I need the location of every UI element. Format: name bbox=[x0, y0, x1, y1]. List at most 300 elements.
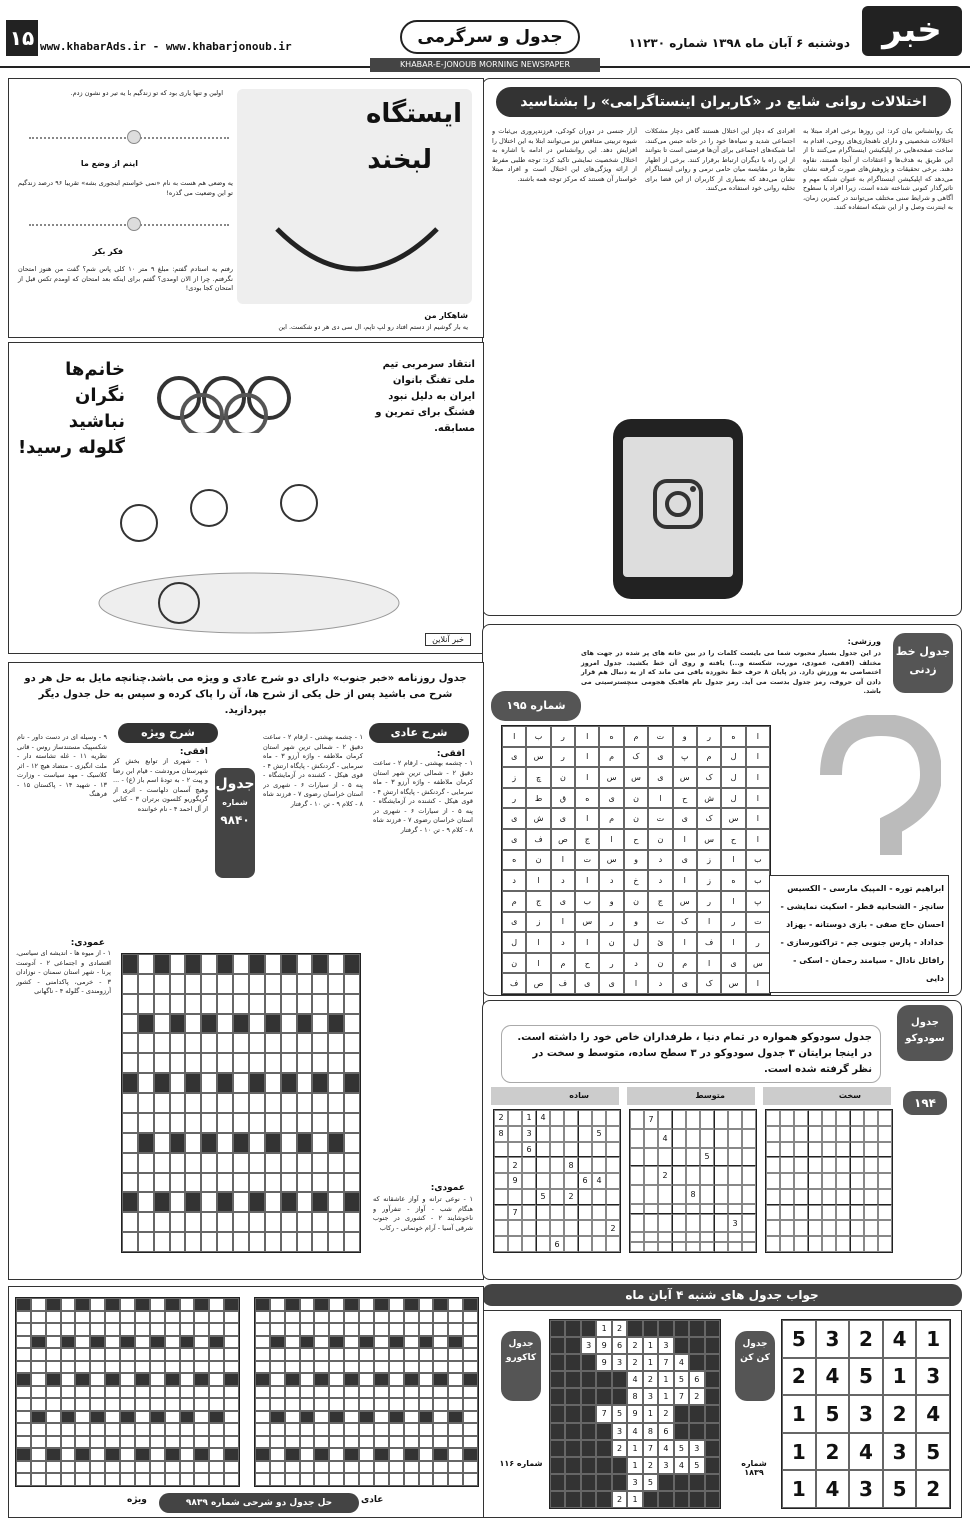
answer-cell[interactable] bbox=[16, 1373, 31, 1386]
answer-cell[interactable] bbox=[300, 1436, 315, 1449]
word-search-cell[interactable]: د bbox=[599, 870, 623, 891]
sudoku-cell[interactable] bbox=[728, 1204, 742, 1214]
answer-cell[interactable] bbox=[404, 1461, 419, 1474]
answer-cell[interactable] bbox=[359, 1348, 374, 1361]
answer-cell[interactable] bbox=[165, 1348, 180, 1361]
crossword-cell[interactable] bbox=[233, 994, 249, 1014]
word-search-cell[interactable]: د bbox=[648, 870, 672, 891]
answer-cell[interactable] bbox=[448, 1436, 463, 1449]
crossword-cell[interactable] bbox=[297, 1212, 313, 1232]
crossword-grid[interactable] bbox=[121, 953, 361, 1253]
answer-cell[interactable] bbox=[135, 1411, 150, 1424]
word-search-cell[interactable]: ا bbox=[746, 808, 770, 829]
sudoku-cell[interactable] bbox=[728, 1129, 742, 1148]
answer-cell[interactable] bbox=[285, 1361, 300, 1374]
crossword-cell[interactable] bbox=[312, 1133, 328, 1153]
answer-cell[interactable] bbox=[120, 1411, 135, 1424]
crossword-cell[interactable] bbox=[233, 1113, 249, 1133]
sudoku-cell[interactable] bbox=[714, 1214, 728, 1233]
answer-cell[interactable] bbox=[344, 1448, 359, 1461]
answer-cell[interactable] bbox=[165, 1323, 180, 1336]
crossword-cell[interactable] bbox=[201, 974, 217, 994]
answer-cell[interactable] bbox=[180, 1461, 195, 1474]
answer-cell[interactable] bbox=[120, 1436, 135, 1449]
crossword-cell[interactable] bbox=[138, 1033, 154, 1053]
answer-cell[interactable] bbox=[359, 1461, 374, 1474]
answer-cell[interactable] bbox=[314, 1323, 329, 1336]
answer-cell[interactable] bbox=[344, 1473, 359, 1486]
answer-cell[interactable] bbox=[75, 1423, 90, 1436]
answer-cell[interactable] bbox=[314, 1373, 329, 1386]
sudoku-cell[interactable] bbox=[780, 1236, 794, 1252]
answer-cell[interactable] bbox=[329, 1398, 344, 1411]
answer-cell[interactable] bbox=[404, 1323, 419, 1336]
word-search-cell[interactable]: د bbox=[502, 870, 526, 891]
answer-cell[interactable] bbox=[46, 1323, 61, 1336]
word-search-cell[interactable]: د bbox=[648, 973, 672, 994]
sudoku-cell[interactable] bbox=[564, 1205, 578, 1221]
answer-cell[interactable] bbox=[165, 1411, 180, 1424]
crossword-cell[interactable] bbox=[297, 1232, 313, 1252]
sudoku-cell[interactable] bbox=[494, 1157, 508, 1173]
answer-cell[interactable] bbox=[300, 1373, 315, 1386]
answer-cell[interactable] bbox=[150, 1323, 165, 1336]
answer-cell[interactable] bbox=[344, 1398, 359, 1411]
crossword-cell[interactable] bbox=[201, 1073, 217, 1093]
answer-cell[interactable] bbox=[90, 1311, 105, 1324]
answer-cell[interactable] bbox=[314, 1298, 329, 1311]
answer-cell[interactable] bbox=[285, 1373, 300, 1386]
word-search-cell[interactable]: ا bbox=[721, 891, 745, 912]
answer-cell[interactable] bbox=[90, 1461, 105, 1474]
crossword-cell[interactable] bbox=[170, 1153, 186, 1173]
answer-cell[interactable] bbox=[180, 1323, 195, 1336]
sudoku-cell[interactable] bbox=[822, 1220, 836, 1236]
crossword-cell[interactable] bbox=[312, 994, 328, 1014]
crossword-cell[interactable] bbox=[265, 1093, 281, 1113]
crossword-cell[interactable] bbox=[312, 1014, 328, 1034]
crossword-cell[interactable] bbox=[233, 1033, 249, 1053]
crossword-cell[interactable] bbox=[138, 1113, 154, 1133]
crossword-cell[interactable] bbox=[344, 954, 360, 974]
crossword-cell[interactable] bbox=[170, 1173, 186, 1193]
crossword-cell[interactable] bbox=[249, 1173, 265, 1193]
word-search-cell[interactable]: ح bbox=[721, 829, 745, 850]
sudoku-cell[interactable] bbox=[578, 1189, 592, 1205]
crossword-cell[interactable] bbox=[344, 1173, 360, 1193]
sudoku-cell[interactable] bbox=[630, 1214, 644, 1233]
crossword-cell[interactable] bbox=[154, 974, 170, 994]
answer-cell[interactable] bbox=[105, 1373, 120, 1386]
sudoku-cell[interactable] bbox=[630, 1185, 644, 1204]
word-search-cell[interactable]: ن bbox=[648, 829, 672, 850]
crossword-cell[interactable] bbox=[185, 1192, 201, 1212]
word-search-cell[interactable]: م bbox=[599, 808, 623, 829]
answer-cell[interactable] bbox=[46, 1348, 61, 1361]
answer-cell[interactable] bbox=[329, 1361, 344, 1374]
sudoku-cell[interactable] bbox=[850, 1126, 864, 1142]
answer-cell[interactable] bbox=[255, 1298, 270, 1311]
answer-cell[interactable] bbox=[90, 1373, 105, 1386]
sudoku-cell[interactable] bbox=[878, 1173, 892, 1189]
word-search-cell[interactable]: و bbox=[599, 891, 623, 912]
sudoku-cell[interactable] bbox=[550, 1220, 564, 1236]
answer-cell[interactable] bbox=[463, 1298, 478, 1311]
crossword-cell[interactable] bbox=[233, 1173, 249, 1193]
answer-cell[interactable] bbox=[90, 1336, 105, 1349]
sudoku-cell[interactable] bbox=[766, 1205, 780, 1221]
answer-cell[interactable] bbox=[135, 1348, 150, 1361]
answer-cell[interactable] bbox=[285, 1448, 300, 1461]
word-search-cell[interactable]: خ bbox=[624, 870, 648, 891]
sudoku-cell[interactable] bbox=[864, 1205, 878, 1221]
crossword-cell[interactable] bbox=[201, 1153, 217, 1173]
answer-cell[interactable] bbox=[448, 1336, 463, 1349]
answer-cell[interactable] bbox=[463, 1423, 478, 1436]
sudoku-cell[interactable] bbox=[592, 1157, 606, 1173]
word-search-cell[interactable]: ه bbox=[502, 850, 526, 871]
sudoku-cell[interactable] bbox=[780, 1173, 794, 1189]
answer-cell[interactable] bbox=[61, 1348, 76, 1361]
word-search-cell[interactable]: ر bbox=[551, 726, 575, 747]
word-search-cell[interactable]: ق bbox=[551, 788, 575, 809]
crossword-cell[interactable] bbox=[344, 1153, 360, 1173]
crossword-cell[interactable] bbox=[265, 1212, 281, 1232]
crossword-cell[interactable] bbox=[297, 1053, 313, 1073]
sudoku-cell[interactable] bbox=[578, 1157, 592, 1173]
word-search-cell[interactable]: ن bbox=[502, 953, 526, 974]
answer-cell[interactable] bbox=[46, 1298, 61, 1311]
sudoku-cell[interactable] bbox=[658, 1232, 672, 1242]
sudoku-cell[interactable] bbox=[564, 1126, 578, 1142]
sudoku-cell[interactable]: 1 bbox=[522, 1110, 536, 1126]
word-search-cell[interactable]: ح bbox=[624, 829, 648, 850]
word-search-cell[interactable]: ی bbox=[599, 788, 623, 809]
answer-cell[interactable] bbox=[105, 1311, 120, 1324]
answer-cell[interactable] bbox=[46, 1423, 61, 1436]
sudoku-cell[interactable] bbox=[606, 1157, 620, 1173]
sudoku-cell[interactable] bbox=[644, 1148, 658, 1167]
crossword-cell[interactable] bbox=[297, 954, 313, 974]
crossword-cell[interactable] bbox=[297, 1192, 313, 1212]
answer-cell[interactable] bbox=[270, 1323, 285, 1336]
sudoku-cell[interactable]: 7 bbox=[644, 1110, 658, 1129]
answer-cell[interactable] bbox=[180, 1311, 195, 1324]
answer-cell[interactable] bbox=[46, 1473, 61, 1486]
sudoku-cell[interactable] bbox=[836, 1189, 850, 1205]
answer-cell[interactable] bbox=[448, 1311, 463, 1324]
sudoku-cell[interactable] bbox=[714, 1185, 728, 1204]
answer-cell[interactable] bbox=[31, 1361, 46, 1374]
word-search-cell[interactable]: ف bbox=[526, 829, 550, 850]
answer-cell[interactable] bbox=[300, 1298, 315, 1311]
word-search-cell[interactable]: ک bbox=[697, 767, 721, 788]
answer-cell[interactable] bbox=[344, 1311, 359, 1324]
word-search-cell[interactable]: و bbox=[624, 850, 648, 871]
crossword-cell[interactable] bbox=[154, 1192, 170, 1212]
sudoku-cell[interactable] bbox=[780, 1142, 794, 1158]
answer-cell[interactable] bbox=[46, 1461, 61, 1474]
sudoku-cell[interactable] bbox=[606, 1110, 620, 1126]
answer-cell[interactable] bbox=[120, 1361, 135, 1374]
sudoku-cell[interactable] bbox=[742, 1185, 756, 1204]
word-search-cell[interactable]: ر bbox=[599, 953, 623, 974]
word-search-cell[interactable]: ا bbox=[746, 726, 770, 747]
answer-cell[interactable] bbox=[359, 1373, 374, 1386]
crossword-cell[interactable] bbox=[170, 1073, 186, 1093]
word-search-cell[interactable]: ی bbox=[673, 808, 697, 829]
crossword-cell[interactable] bbox=[138, 974, 154, 994]
crossword-cell[interactable] bbox=[201, 1173, 217, 1193]
word-search-cell[interactable]: ل bbox=[721, 767, 745, 788]
sudoku-cell[interactable] bbox=[766, 1189, 780, 1205]
answer-cell[interactable] bbox=[135, 1423, 150, 1436]
answer-cell[interactable] bbox=[135, 1398, 150, 1411]
crossword-cell[interactable] bbox=[265, 1113, 281, 1133]
word-search-cell[interactable]: ا bbox=[721, 850, 745, 871]
answer-cell[interactable] bbox=[433, 1298, 448, 1311]
word-search-cell[interactable]: ب bbox=[746, 850, 770, 871]
answer-cell[interactable] bbox=[209, 1436, 224, 1449]
crossword-cell[interactable] bbox=[122, 1053, 138, 1073]
crossword-cell[interactable] bbox=[297, 994, 313, 1014]
sudoku-cell[interactable] bbox=[494, 1205, 508, 1221]
answer-cell[interactable] bbox=[344, 1373, 359, 1386]
crossword-cell[interactable] bbox=[344, 1192, 360, 1212]
answer-cell[interactable] bbox=[359, 1436, 374, 1449]
answer-cell[interactable] bbox=[209, 1361, 224, 1374]
crossword-cell[interactable] bbox=[233, 1232, 249, 1252]
word-search-cell[interactable]: و bbox=[624, 912, 648, 933]
word-search-cell[interactable]: ر bbox=[746, 932, 770, 953]
answer-cell[interactable] bbox=[16, 1348, 31, 1361]
answer-cell[interactable] bbox=[329, 1436, 344, 1449]
crossword-cell[interactable] bbox=[217, 1014, 233, 1034]
answer-cell[interactable] bbox=[463, 1348, 478, 1361]
crossword-cell[interactable] bbox=[297, 1133, 313, 1153]
word-search-cell[interactable]: ا bbox=[575, 747, 599, 768]
sudoku-cell[interactable] bbox=[822, 1205, 836, 1221]
answer-cell[interactable] bbox=[448, 1398, 463, 1411]
sudoku-cell[interactable] bbox=[606, 1126, 620, 1142]
answer-cell[interactable] bbox=[135, 1323, 150, 1336]
crossword-cell[interactable] bbox=[344, 1053, 360, 1073]
sudoku-cell[interactable] bbox=[742, 1166, 756, 1185]
answer-cell[interactable] bbox=[344, 1298, 359, 1311]
answer-cell[interactable] bbox=[180, 1361, 195, 1374]
crossword-cell[interactable] bbox=[185, 1133, 201, 1153]
crossword-cell[interactable] bbox=[201, 954, 217, 974]
answer-cell[interactable] bbox=[255, 1436, 270, 1449]
sudoku-cell[interactable] bbox=[864, 1220, 878, 1236]
sudoku-cell[interactable] bbox=[794, 1142, 808, 1158]
answer-cell[interactable] bbox=[374, 1311, 389, 1324]
sudoku-cell[interactable] bbox=[592, 1205, 606, 1221]
sudoku-cell[interactable] bbox=[808, 1205, 822, 1221]
answer-cell[interactable] bbox=[120, 1323, 135, 1336]
sudoku-cell[interactable] bbox=[864, 1189, 878, 1205]
answer-cell[interactable] bbox=[90, 1411, 105, 1424]
answer-cell[interactable] bbox=[165, 1473, 180, 1486]
sudoku-cell[interactable] bbox=[644, 1214, 658, 1233]
answer-cell[interactable] bbox=[255, 1336, 270, 1349]
sudoku-cell[interactable] bbox=[672, 1204, 686, 1214]
answer-cell[interactable] bbox=[150, 1411, 165, 1424]
word-search-cell[interactable]: ص bbox=[551, 829, 575, 850]
answer-cell[interactable] bbox=[90, 1348, 105, 1361]
word-search-cell[interactable]: ا bbox=[526, 932, 550, 953]
answer-cell[interactable] bbox=[31, 1398, 46, 1411]
word-search-cell[interactable]: ر bbox=[599, 912, 623, 933]
word-search-cell[interactable]: چ bbox=[526, 767, 550, 788]
sudoku-cell[interactable] bbox=[522, 1189, 536, 1205]
crossword-cell[interactable] bbox=[122, 1093, 138, 1113]
crossword-cell[interactable] bbox=[312, 1053, 328, 1073]
crossword-cell[interactable] bbox=[328, 994, 344, 1014]
answer-cell[interactable] bbox=[209, 1411, 224, 1424]
answer-cell[interactable] bbox=[61, 1411, 76, 1424]
sudoku-cell[interactable] bbox=[822, 1126, 836, 1142]
crossword-cell[interactable] bbox=[217, 1033, 233, 1053]
word-search-cell[interactable]: ی bbox=[551, 808, 575, 829]
sudoku-cell[interactable] bbox=[550, 1173, 564, 1189]
crossword-cell[interactable] bbox=[265, 1232, 281, 1252]
sudoku-cell[interactable] bbox=[850, 1205, 864, 1221]
sudoku-cell[interactable] bbox=[564, 1110, 578, 1126]
sudoku-cell[interactable] bbox=[592, 1110, 606, 1126]
word-search-cell[interactable]: ا bbox=[673, 829, 697, 850]
answer-cell[interactable] bbox=[448, 1423, 463, 1436]
sudoku-cell[interactable] bbox=[494, 1236, 508, 1252]
crossword-cell[interactable] bbox=[122, 1033, 138, 1053]
crossword-cell[interactable] bbox=[217, 1232, 233, 1252]
sudoku-cell[interactable] bbox=[578, 1142, 592, 1158]
answer-cell[interactable] bbox=[300, 1473, 315, 1486]
answer-cell[interactable] bbox=[300, 1398, 315, 1411]
sudoku-cell[interactable] bbox=[794, 1173, 808, 1189]
answer-cell[interactable] bbox=[75, 1448, 90, 1461]
sudoku-cell[interactable] bbox=[672, 1242, 686, 1252]
crossword-cell[interactable] bbox=[170, 1014, 186, 1034]
answer-cell[interactable] bbox=[105, 1473, 120, 1486]
answer-cell[interactable] bbox=[90, 1386, 105, 1399]
answer-cell[interactable] bbox=[61, 1361, 76, 1374]
answer-cell[interactable] bbox=[209, 1336, 224, 1349]
crossword-cell[interactable] bbox=[154, 1173, 170, 1193]
answer-cell[interactable] bbox=[180, 1373, 195, 1386]
crossword-cell[interactable] bbox=[328, 1033, 344, 1053]
word-search-cell[interactable]: ز bbox=[697, 850, 721, 871]
crossword-cell[interactable] bbox=[312, 954, 328, 974]
word-search-cell[interactable]: ا bbox=[551, 912, 575, 933]
word-search-cell[interactable]: ا bbox=[575, 808, 599, 829]
answer-cell[interactable] bbox=[16, 1336, 31, 1349]
crossword-cell[interactable] bbox=[281, 1053, 297, 1073]
sudoku-cell[interactable] bbox=[522, 1173, 536, 1189]
word-search-cell[interactable]: ف bbox=[551, 973, 575, 994]
sudoku-cell[interactable] bbox=[606, 1205, 620, 1221]
crossword-cell[interactable] bbox=[170, 1113, 186, 1133]
answer-cell[interactable] bbox=[433, 1448, 448, 1461]
answer-cell[interactable] bbox=[374, 1423, 389, 1436]
answer-cell[interactable] bbox=[433, 1436, 448, 1449]
crossword-cell[interactable] bbox=[297, 1113, 313, 1133]
answer-cell[interactable] bbox=[16, 1386, 31, 1399]
word-search-cell[interactable]: ا bbox=[697, 953, 721, 974]
word-search-cell[interactable]: ل bbox=[502, 932, 526, 953]
answer-cell[interactable] bbox=[389, 1336, 404, 1349]
sudoku-cell[interactable] bbox=[508, 1110, 522, 1126]
answer-cell[interactable] bbox=[61, 1336, 76, 1349]
crossword-cell[interactable] bbox=[233, 1133, 249, 1153]
sudoku-cell[interactable] bbox=[644, 1204, 658, 1214]
answer-cell[interactable] bbox=[270, 1436, 285, 1449]
crossword-cell[interactable] bbox=[170, 1232, 186, 1252]
answer-cell[interactable] bbox=[374, 1461, 389, 1474]
word-search-cell[interactable]: ن bbox=[648, 953, 672, 974]
crossword-cell[interactable] bbox=[217, 1093, 233, 1113]
answer-cell[interactable] bbox=[404, 1448, 419, 1461]
sudoku-cell[interactable] bbox=[808, 1126, 822, 1142]
answer-cell[interactable] bbox=[75, 1323, 90, 1336]
answer-cell[interactable] bbox=[120, 1311, 135, 1324]
answer-cell[interactable] bbox=[404, 1298, 419, 1311]
answer-cell[interactable] bbox=[419, 1473, 434, 1486]
word-search-cell[interactable]: ک bbox=[673, 912, 697, 933]
crossword-cell[interactable] bbox=[138, 1053, 154, 1073]
crossword-cell[interactable] bbox=[249, 1113, 265, 1133]
word-search-cell[interactable]: م bbox=[624, 726, 648, 747]
answer-cell[interactable] bbox=[105, 1448, 120, 1461]
sudoku-cell[interactable]: 6 bbox=[522, 1142, 536, 1158]
answer-cell[interactable] bbox=[46, 1411, 61, 1424]
sudoku-cell[interactable] bbox=[878, 1236, 892, 1252]
sudoku-cell[interactable] bbox=[508, 1126, 522, 1142]
answer-cell[interactable] bbox=[359, 1423, 374, 1436]
word-search-cell[interactable]: ف bbox=[502, 973, 526, 994]
sudoku-cell[interactable]: 8 bbox=[686, 1185, 700, 1204]
sudoku-cell[interactable] bbox=[536, 1236, 550, 1252]
sudoku-cell[interactable] bbox=[630, 1204, 644, 1214]
word-search-cell[interactable]: د bbox=[648, 850, 672, 871]
crossword-cell[interactable] bbox=[185, 1153, 201, 1173]
answer-cell[interactable] bbox=[180, 1298, 195, 1311]
word-search-cell[interactable]: س bbox=[575, 912, 599, 933]
answer-cell[interactable] bbox=[105, 1411, 120, 1424]
sudoku-cell[interactable] bbox=[686, 1110, 700, 1129]
answer-cell[interactable] bbox=[46, 1398, 61, 1411]
sudoku-medium-grid[interactable] bbox=[629, 1109, 757, 1253]
answer-cell[interactable] bbox=[135, 1361, 150, 1374]
sudoku-cell[interactable] bbox=[766, 1236, 780, 1252]
answer-cell[interactable] bbox=[270, 1373, 285, 1386]
answer-cell[interactable] bbox=[255, 1473, 270, 1486]
answer-cell[interactable] bbox=[135, 1298, 150, 1311]
crossword-cell[interactable] bbox=[297, 1033, 313, 1053]
answer-cell[interactable] bbox=[16, 1473, 31, 1486]
crossword-cell[interactable] bbox=[154, 1133, 170, 1153]
answer-cell[interactable] bbox=[374, 1473, 389, 1486]
answer-cell[interactable] bbox=[135, 1311, 150, 1324]
crossword-cell[interactable] bbox=[154, 954, 170, 974]
answer-cell[interactable] bbox=[329, 1386, 344, 1399]
word-search-cell[interactable]: د bbox=[624, 953, 648, 974]
crossword-cell[interactable] bbox=[201, 1014, 217, 1034]
answer-cell[interactable] bbox=[419, 1436, 434, 1449]
answer-cell[interactable] bbox=[285, 1348, 300, 1361]
answer-cell[interactable] bbox=[419, 1348, 434, 1361]
word-search-cell[interactable]: ا bbox=[746, 767, 770, 788]
